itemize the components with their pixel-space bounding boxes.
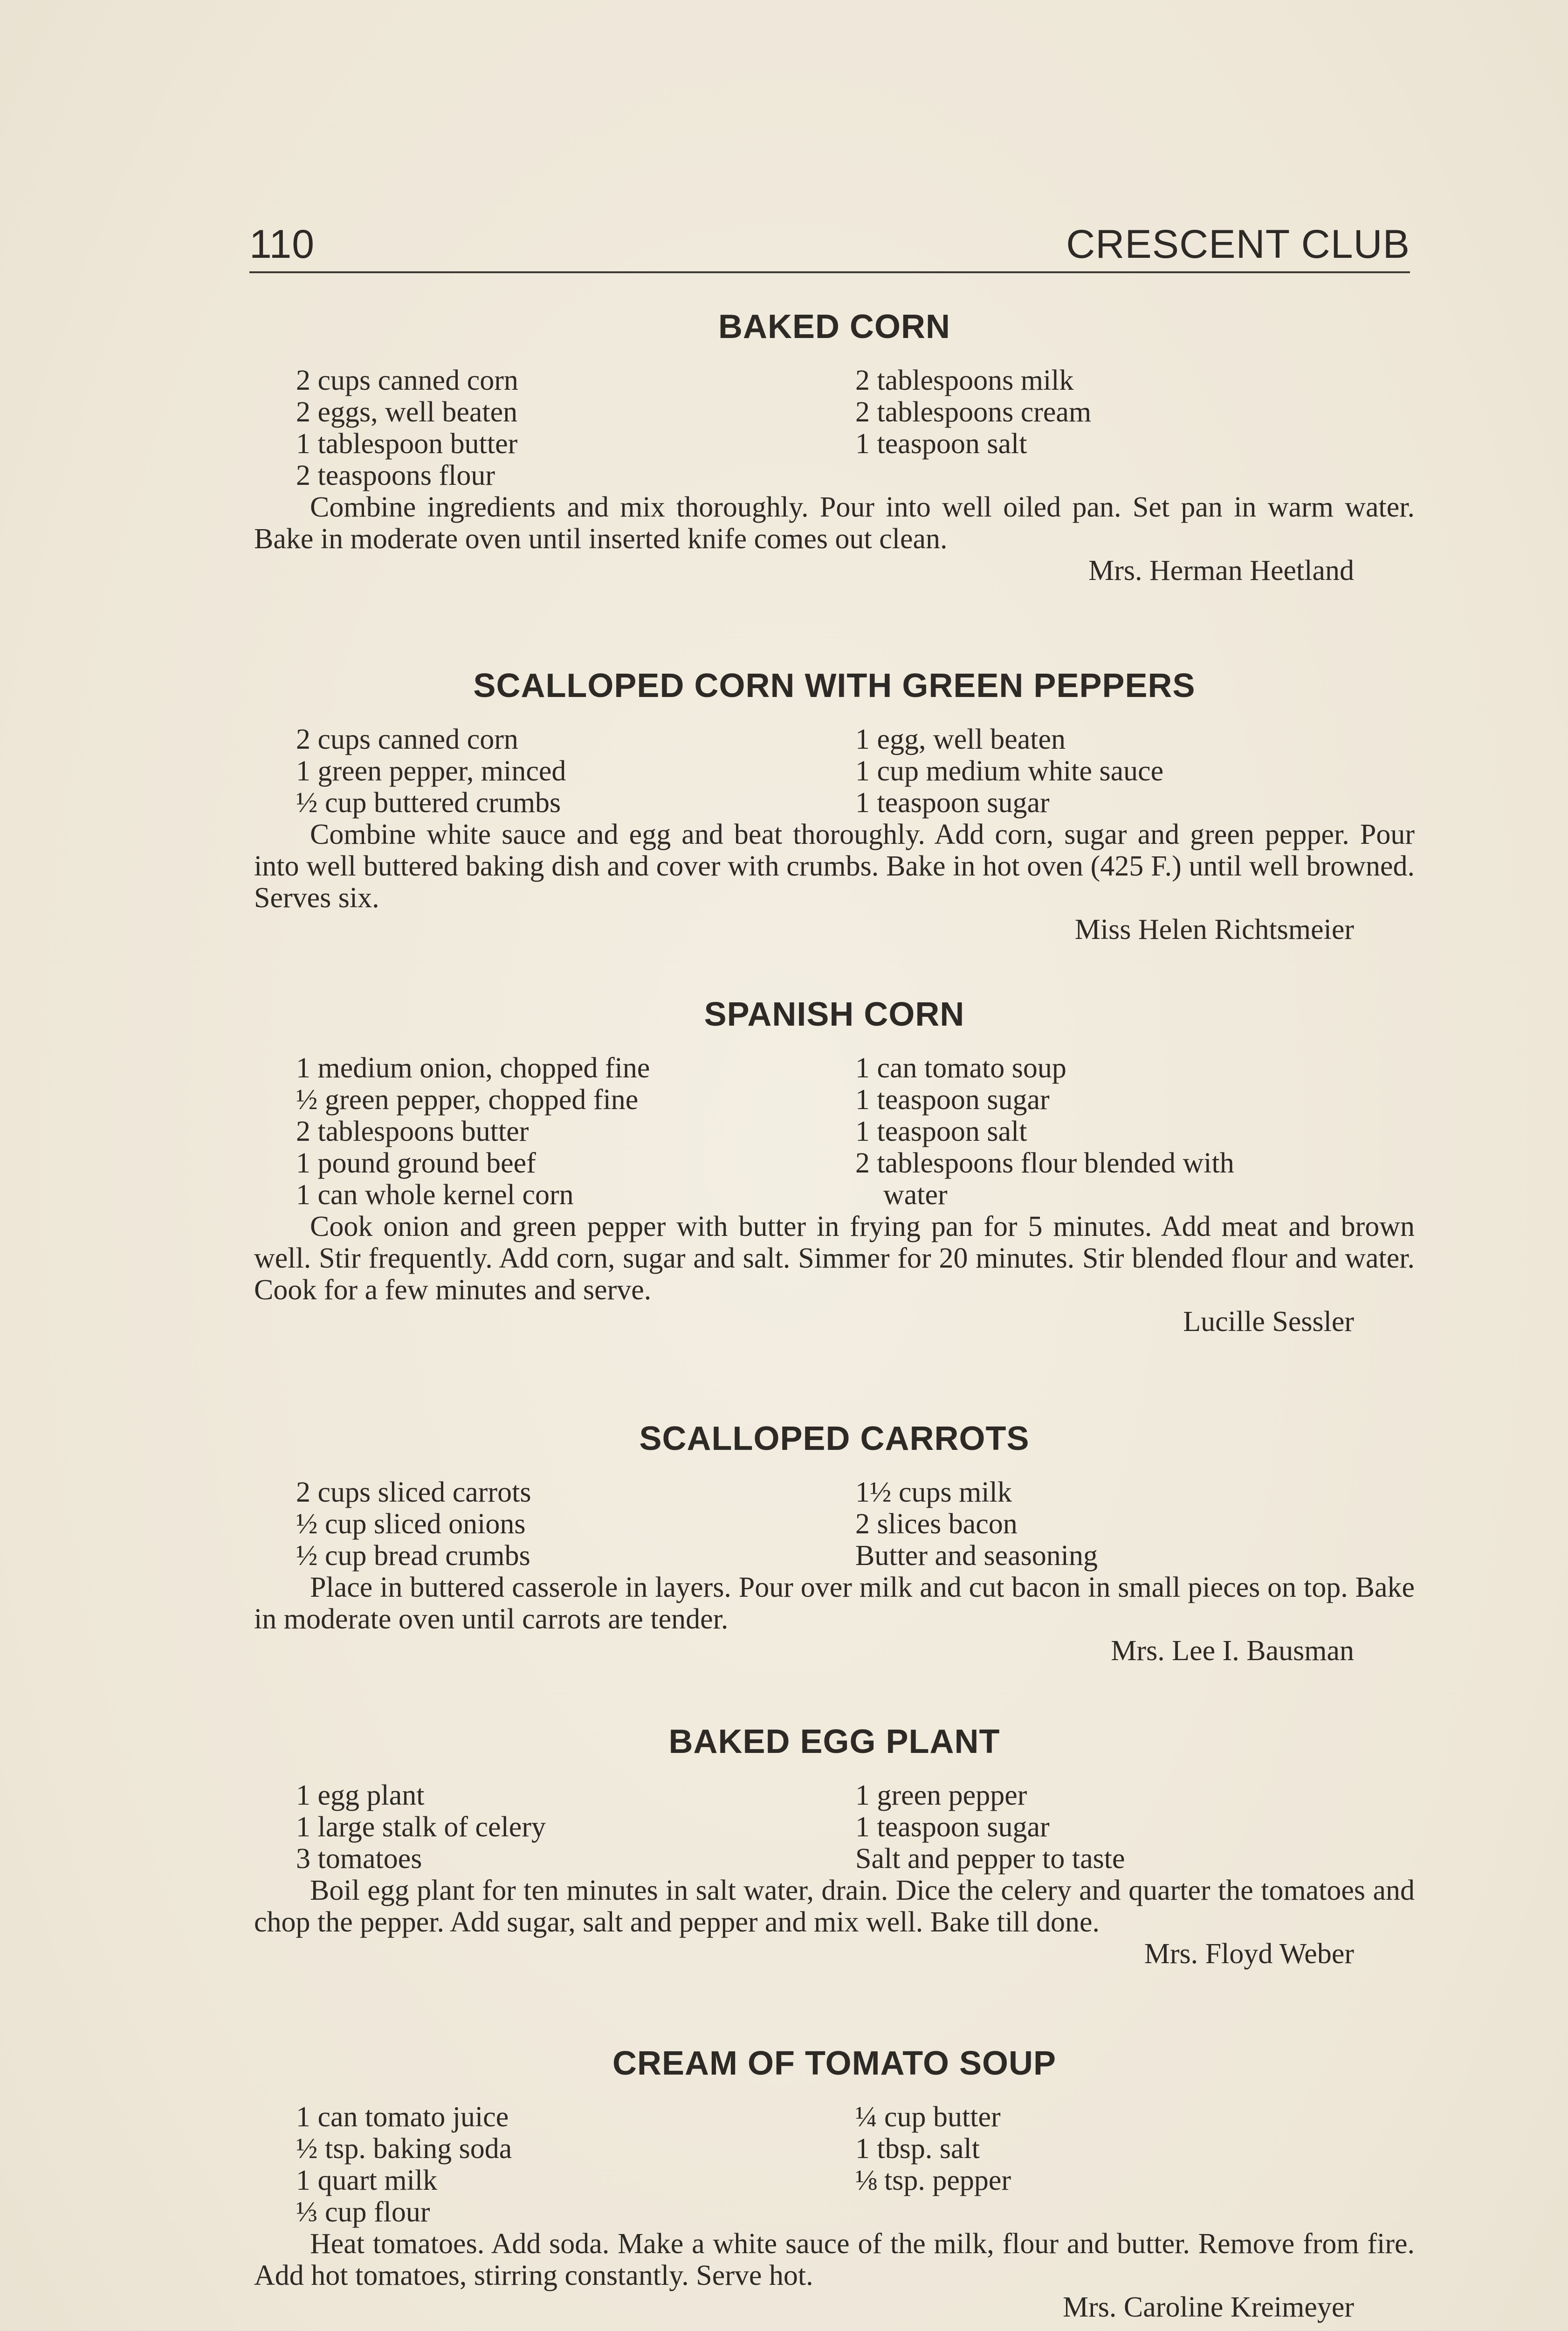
ingredient: 1 green pepper, minced: [296, 755, 566, 787]
recipe-instructions: Cook onion and green pepper with butter in frying pan for 5 minutes. Add meat and brown well. Stir frequently. Add corn, sugar and salt. Simmer for 20 minutes. Stir blended flour and water. Cook for a few minutes and serve.: [254, 1211, 1415, 1306]
ingredient: 2 cups sliced carrots: [296, 1476, 531, 1508]
recipe-title: BAKED CORN: [718, 308, 950, 345]
recipe-scalloped-carrots: [254, 1420, 1415, 1667]
ingredient: 1 cup medium white sauce: [855, 755, 1164, 787]
ingredient: 1 large stalk of celery: [296, 1811, 546, 1843]
ingredient-column-right: [855, 1476, 1438, 1572]
ingredient: water: [883, 1179, 948, 1211]
recipe-baked-corn: [254, 308, 1415, 586]
ingredient: 1 tablespoon butter: [296, 428, 518, 460]
running-title: CRESCENT CLUB: [1066, 222, 1410, 267]
ingredient-list: [254, 2101, 1415, 2228]
ingredient-column-left: [296, 724, 855, 819]
ingredient-list: [254, 365, 1415, 491]
ingredient: ½ cup buttered crumbs: [296, 787, 561, 819]
recipe-instructions: Combine ingredients and mix thoroughly. Pour into well oiled pan. Set pan in warm water. Bake in moderate oven until inserted knife comes out clean.: [254, 491, 1415, 555]
recipe-author: Mrs. Floyd Weber: [1144, 1938, 1354, 1970]
recipe-cream-of-tomato-soup: [254, 2044, 1415, 2323]
recipe-author: Mrs. Caroline Kreimeyer: [1063, 2291, 1354, 2323]
ingredient: 2 tablespoons butter: [296, 1116, 529, 1147]
recipe-title: SCALLOPED CORN WITH GREEN PEPPERS: [473, 667, 1196, 704]
ingredient: 2 tablespoons cream: [855, 396, 1092, 428]
ingredient: ½ cup sliced onions: [296, 1508, 526, 1540]
ingredient: 2 teaspoons flour: [296, 460, 495, 491]
recipe-instructions: Place in buttered casserole in layers. Pour over milk and cut bacon in small pieces on top. Bake in moderate oven until carrots are tender.: [254, 1572, 1415, 1635]
ingredient: 2 eggs, well beaten: [296, 396, 518, 428]
ingredient: ½ tsp. baking soda: [296, 2133, 512, 2165]
ingredient-column-right: [855, 1052, 1438, 1211]
recipe-spanish-corn: [254, 995, 1415, 1338]
ingredient: ⅓ cup flour: [296, 2196, 430, 2228]
ingredient-column-left: [296, 365, 855, 491]
ingredient: Butter and seasoning: [855, 1540, 1098, 1572]
ingredient-column-right: [855, 2101, 1438, 2228]
ingredient: 2 cups canned corn: [296, 724, 518, 755]
ingredient: 1 can whole kernel corn: [296, 1179, 574, 1211]
ingredient-column-left: [296, 1052, 855, 1211]
ingredient: 1 teaspoon sugar: [855, 787, 1050, 819]
ingredient-list: [254, 1052, 1415, 1211]
ingredient-column-left: [296, 2101, 855, 2228]
ingredient: 1 can tomato soup: [855, 1052, 1066, 1084]
ingredient: 1½ cups milk: [855, 1476, 1012, 1508]
ingredient: 1 green pepper: [855, 1779, 1027, 1811]
recipe-baked-egg-plant: [254, 1723, 1415, 1970]
recipe-author: Miss Helen Richtsmeier: [1074, 914, 1354, 945]
ingredient: 1 medium onion, chopped fine: [296, 1052, 650, 1084]
ingredient: 1 tbsp. salt: [855, 2133, 980, 2165]
recipe-instructions: Combine white sauce and egg and beat thoroughly. Add corn, sugar and green pepper. Pour into well buttered baking dish and cover with crumbs. Bake in hot oven (425 F.) until well browned. Serves six.: [254, 819, 1415, 914]
recipe-title: BAKED EGG PLANT: [668, 1723, 1000, 1760]
ingredient: 2 tablespoons flour blended with: [855, 1147, 1234, 1179]
ingredient: 1 teaspoon salt: [855, 1116, 1027, 1147]
ingredient-column-right: [855, 1779, 1438, 1875]
ingredient: Salt and pepper to taste: [855, 1843, 1125, 1875]
ingredient-list: [254, 724, 1415, 819]
ingredient: 1 egg, well beaten: [855, 724, 1066, 755]
ingredient: 2 cups canned corn: [296, 365, 518, 396]
ingredient-column-left: [296, 1476, 855, 1572]
ingredient: 1 can tomato juice: [296, 2101, 509, 2133]
ingredient: 1 teaspoon sugar: [855, 1084, 1050, 1116]
ingredient: 1 teaspoon salt: [855, 428, 1027, 460]
ingredient: 3 tomatoes: [296, 1843, 422, 1875]
ingredient: ½ cup bread crumbs: [296, 1540, 530, 1572]
recipe-author: Lucille Sessler: [1183, 1306, 1354, 1338]
recipe-instructions: Boil egg plant for ten minutes in salt water, drain. Dice the celery and quarter the tomatoes and chop the pepper. Add sugar, salt and pepper and mix well. Bake till done.: [254, 1875, 1415, 1938]
ingredient: 2 tablespoons milk: [855, 365, 1074, 396]
ingredient: 1 egg plant: [296, 1779, 425, 1811]
ingredient-column-left: [296, 1779, 855, 1875]
ingredient: 1 pound ground beef: [296, 1147, 536, 1179]
ingredient: ½ green pepper, chopped fine: [296, 1084, 639, 1116]
ingredient-column-right: [855, 724, 1438, 819]
recipe-author: Mrs. Lee I. Bausman: [1111, 1635, 1354, 1667]
ingredient: 1 quart milk: [296, 2165, 438, 2196]
recipe-title: SCALLOPED CARROTS: [639, 1420, 1030, 1457]
recipe-title: CREAM OF TOMATO SOUP: [612, 2045, 1057, 2082]
ingredient: 2 slices bacon: [855, 1508, 1018, 1540]
ingredient: ¼ cup butter: [855, 2101, 1001, 2133]
recipe-instructions: Heat tomatoes. Add soda. Make a white sauce of the milk, flour and butter. Remove from fire. Add hot tomatoes, stirring constantly. Serve hot.: [254, 2228, 1415, 2291]
page-header: [249, 221, 1410, 273]
ingredient: 1 teaspoon sugar: [855, 1811, 1050, 1843]
ingredient-list: [254, 1476, 1415, 1572]
recipe-author: Mrs. Herman Heetland: [1088, 555, 1354, 586]
page-number: 110: [249, 222, 315, 267]
ingredient-column-right: [855, 365, 1438, 491]
recipe-scalloped-corn: [254, 667, 1415, 945]
ingredient: ⅛ tsp. pepper: [855, 2165, 1011, 2196]
recipe-title: SPANISH CORN: [704, 996, 965, 1033]
ingredient-list: [254, 1779, 1415, 1875]
